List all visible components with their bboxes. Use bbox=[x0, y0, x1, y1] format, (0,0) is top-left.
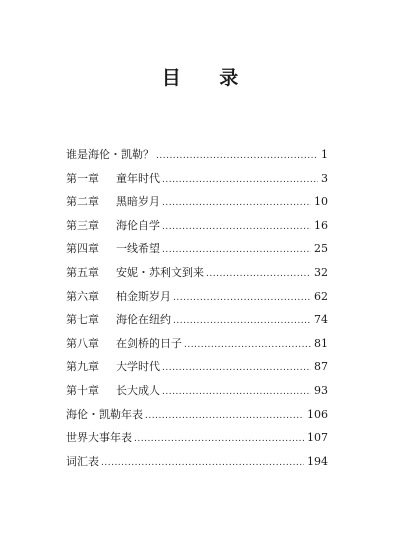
toc-page-number: 3 bbox=[321, 171, 328, 185]
page-title: 目 录 bbox=[161, 67, 255, 89]
toc-entry-title: 黑暗岁月 bbox=[116, 195, 160, 209]
toc-dot-leader bbox=[173, 314, 311, 328]
toc-dot-leader bbox=[173, 291, 311, 305]
toc-dot-leader bbox=[162, 243, 311, 257]
toc-entry[interactable] bbox=[66, 290, 328, 314]
toc-dot-leader bbox=[156, 149, 318, 163]
toc-entry-title: 海伦自学 bbox=[116, 218, 160, 232]
toc-entry-title: 柏金斯岁月 bbox=[116, 289, 171, 303]
toc-entry-title: 谁是海伦・凯勒？ bbox=[66, 148, 154, 161]
toc-entry-title: 一线希望 bbox=[116, 242, 160, 256]
toc-dot-leader bbox=[162, 220, 311, 234]
toc-entry-title: 童年时代 bbox=[116, 171, 160, 185]
toc-entry[interactable] bbox=[66, 313, 328, 337]
toc-page-number: 16 bbox=[314, 218, 328, 232]
toc-entry[interactable] bbox=[66, 431, 328, 455]
toc-page-number: 107 bbox=[307, 431, 328, 445]
toc-entry[interactable] bbox=[66, 360, 328, 384]
toc-dot-leader bbox=[162, 385, 311, 399]
toc-dot-leader bbox=[101, 456, 304, 470]
toc-chapter-number: 第四章 bbox=[66, 242, 99, 256]
toc-entry-title: 安妮・苏利文到来 bbox=[116, 265, 204, 279]
toc-entry-title: 海伦・凯勒年表 bbox=[66, 407, 143, 421]
toc-chapter-number: 第十章 bbox=[66, 383, 99, 397]
toc-page-number: 194 bbox=[307, 454, 328, 468]
toc-dot-leader bbox=[145, 409, 304, 423]
toc-dot-leader bbox=[206, 267, 311, 281]
toc-entry-title: 大学时代 bbox=[116, 360, 160, 374]
toc-entry[interactable] bbox=[66, 148, 328, 172]
table-of-contents bbox=[66, 148, 328, 478]
toc-entry[interactable] bbox=[66, 172, 328, 196]
toc-dot-leader bbox=[162, 173, 318, 187]
toc-chapter-number: 第六章 bbox=[66, 289, 99, 303]
toc-entry[interactable] bbox=[66, 266, 328, 290]
toc-page-number: 93 bbox=[314, 383, 328, 397]
toc-chapter-number: 第一章 bbox=[66, 171, 99, 185]
toc-chapter-number: 第三章 bbox=[66, 218, 99, 232]
toc-page-number: 1 bbox=[321, 148, 328, 161]
toc-chapter-number: 第五章 bbox=[66, 265, 99, 279]
toc-dot-leader bbox=[162, 361, 311, 375]
toc-chapter-number: 第七章 bbox=[66, 313, 99, 327]
toc-dot-leader bbox=[184, 338, 311, 352]
toc-chapter-number: 第八章 bbox=[66, 336, 99, 350]
toc-page-number: 87 bbox=[314, 360, 328, 374]
toc-entry[interactable] bbox=[66, 195, 328, 219]
toc-entry[interactable] bbox=[66, 242, 328, 266]
toc-page-number: 62 bbox=[314, 289, 328, 303]
toc-entry-title: 词汇表 bbox=[66, 454, 99, 468]
toc-entry[interactable] bbox=[66, 455, 328, 479]
toc-page-number: 25 bbox=[314, 242, 328, 256]
toc-entry-title: 在剑桥的日子 bbox=[116, 336, 182, 350]
toc-page-number: 74 bbox=[314, 313, 328, 327]
toc-page-number: 10 bbox=[314, 195, 328, 209]
toc-dot-leader bbox=[134, 432, 304, 446]
toc-page-number: 106 bbox=[307, 407, 328, 421]
toc-entry-title: 长大成人 bbox=[116, 383, 160, 397]
toc-entry-title: 世界大事年表 bbox=[66, 431, 132, 445]
toc-entry-title: 海伦在纽约 bbox=[116, 313, 171, 327]
toc-page-number: 32 bbox=[314, 265, 328, 279]
toc-dot-leader bbox=[162, 196, 311, 210]
toc-chapter-number: 第二章 bbox=[66, 195, 99, 209]
toc-page-number: 81 bbox=[314, 336, 328, 350]
toc-chapter-number: 第九章 bbox=[66, 360, 99, 374]
toc-entry[interactable] bbox=[66, 337, 328, 361]
toc-entry[interactable] bbox=[66, 408, 328, 432]
toc-entry[interactable] bbox=[66, 384, 328, 408]
toc-entry[interactable] bbox=[66, 219, 328, 243]
